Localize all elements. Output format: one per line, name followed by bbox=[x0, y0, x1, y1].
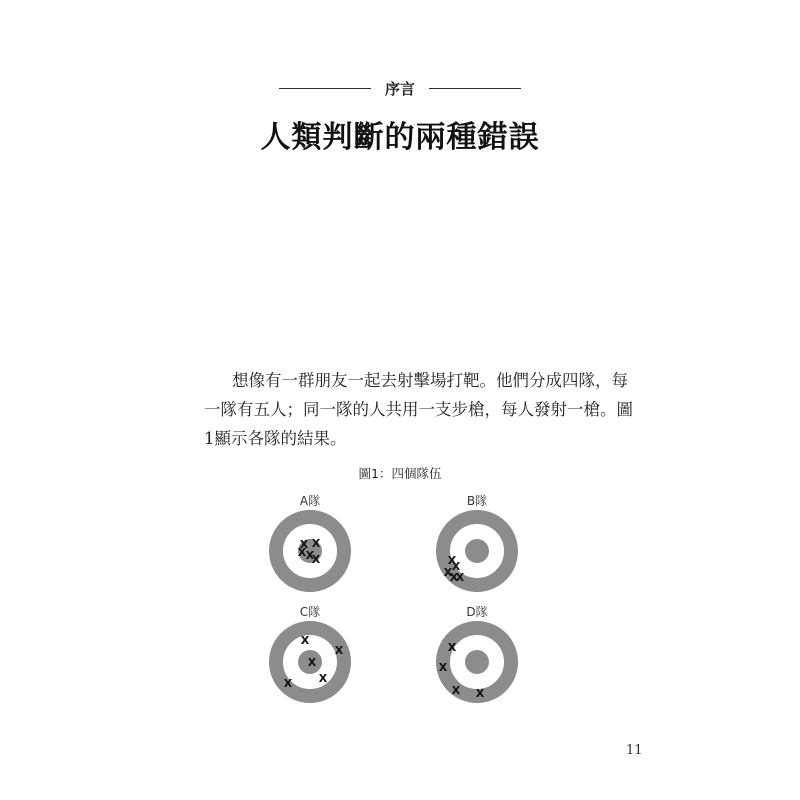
shot-marker: X bbox=[311, 553, 321, 566]
shot-marker: X bbox=[300, 634, 310, 647]
page-number: 11 bbox=[626, 743, 643, 758]
body-line-2: 一隊有五人；同一隊的人共用一支步槍，每人發射一槍。圖 bbox=[204, 400, 633, 419]
shot-marker: X bbox=[447, 641, 457, 654]
chapter-title: 人類判斷的兩種錯誤 bbox=[260, 120, 540, 155]
body-line-1: 想像有一群朋友一起去射擊場打靶。他們分成四隊，每 bbox=[232, 371, 628, 390]
target-bullseye bbox=[465, 539, 489, 563]
shot-marker: X bbox=[451, 560, 461, 573]
body-line-3: 1顯示各隊的結果。 bbox=[204, 429, 347, 448]
shot-marker: X bbox=[307, 656, 317, 669]
team-label: C隊 bbox=[299, 605, 321, 619]
figure-caption: 圖1：四個隊伍 bbox=[358, 466, 442, 481]
target-team-a bbox=[276, 517, 344, 585]
shot-group bbox=[444, 554, 465, 584]
target-team-c bbox=[276, 628, 344, 696]
team-label: D隊 bbox=[466, 605, 488, 619]
target-bullseye bbox=[465, 650, 489, 674]
shot-marker: X bbox=[311, 537, 321, 550]
shot-marker: X bbox=[451, 684, 461, 697]
shot-marker: X bbox=[443, 566, 453, 579]
team-label: A隊 bbox=[299, 494, 321, 508]
section-label: 序言 bbox=[384, 79, 415, 98]
team-label: B隊 bbox=[466, 494, 488, 508]
shot-marker: X bbox=[334, 644, 344, 657]
target-team-d bbox=[439, 628, 511, 700]
shot-marker: X bbox=[449, 571, 459, 584]
shot-marker: X bbox=[283, 677, 293, 690]
shot-marker: X bbox=[475, 687, 485, 700]
shot-marker: X bbox=[299, 538, 309, 551]
shot-marker: X bbox=[447, 554, 457, 567]
shot-marker: X bbox=[438, 661, 448, 674]
shot-marker: X bbox=[305, 549, 315, 562]
target-team-b bbox=[443, 517, 511, 585]
shot-marker: X bbox=[297, 546, 307, 559]
shot-marker: X bbox=[455, 571, 465, 584]
shot-marker: X bbox=[318, 672, 328, 685]
